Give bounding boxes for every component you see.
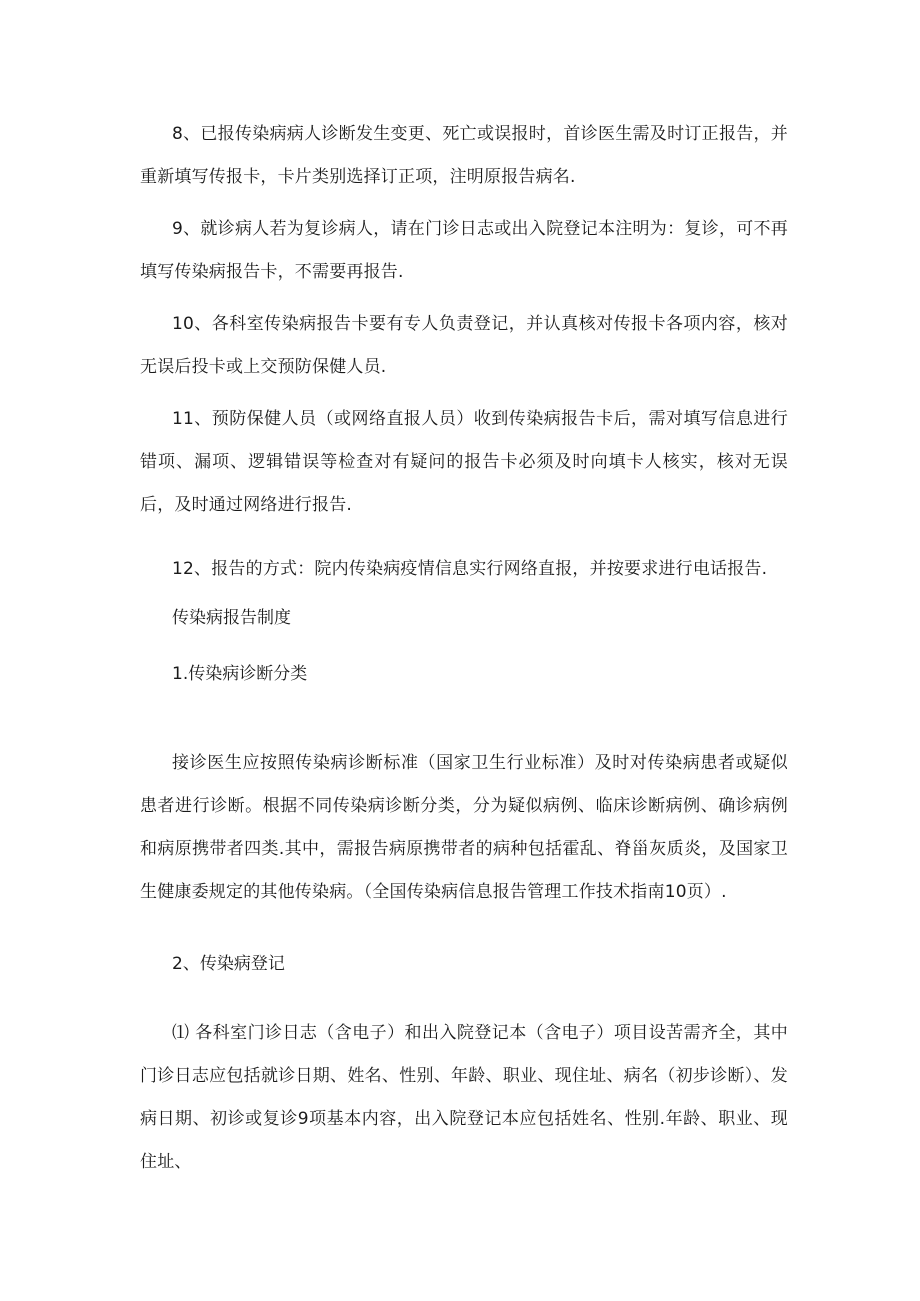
paragraph-item-8: 8、已报传染病病人诊断发生变更、死亡或误报时，首诊医生需及时订正报告，并重新填写传报卡，卡片类别选择订正项，注明原报告病名. — [140, 124, 788, 187]
registration-paragraph: ⑴ 各科室门诊日志（含电子）和出入院登记本（含电子）项目设苦需齐全，其中门诊日志应包括就诊日期、姓名、性别、年龄、职业、现住址、病名（初步诊断）、发病日期、初诊或复诊9项基本内容，出入院登记本应包括姓名、性别.年龄、职业、现住址、 — [140, 1023, 788, 1172]
subsection-title-diagnosis: 1.传染病诊断分类 — [172, 664, 308, 684]
paragraph-item-11: 11、预防保健人员（或网络直报人员）收到传染病报告卡后，需对填写信息进行错项、漏项、逻辑错误等检查对有疑问的报告卡必须及时向填卡人核实，核对无误后，及时通过网络进行报告. — [140, 409, 788, 515]
diagnosis-classification-paragraph: 接诊医生应按照传染病诊断标准（国家卫生行业标准）及时对传染病患者或疑似患者进行诊断。根据不同传染病诊断分类，分为疑似病例、临床诊断病例、确诊病例和病原携带者四类.其中，需报告病原携带者的病种包括霍乱、脊甾灰质炎，及国家卫生健康委规定的其他传染病。（全国传染病信息报告管理工作技术指南10页）. — [140, 753, 788, 902]
paragraph-item-12: 12、报告的方式：院内传染病疫情信息实行网络直报，并按要求进行电话报告. — [172, 559, 768, 579]
paragraph-item-9: 9、就诊病人若为复诊病人，请在门诊日志或出入院登记本注明为：复诊，可不再填写传染病报告卡，不需要再报告. — [140, 219, 788, 282]
paragraph-item-10: 10、各科室传染病报告卡要有专人负责登记，并认真核对传报卡各项内容，核对无误后投卡或上交预防保健人员. — [140, 314, 788, 377]
subsection-title-registration: 2、传染病登记 — [172, 954, 285, 974]
section-title: 传染病报告制度 — [172, 608, 291, 628]
